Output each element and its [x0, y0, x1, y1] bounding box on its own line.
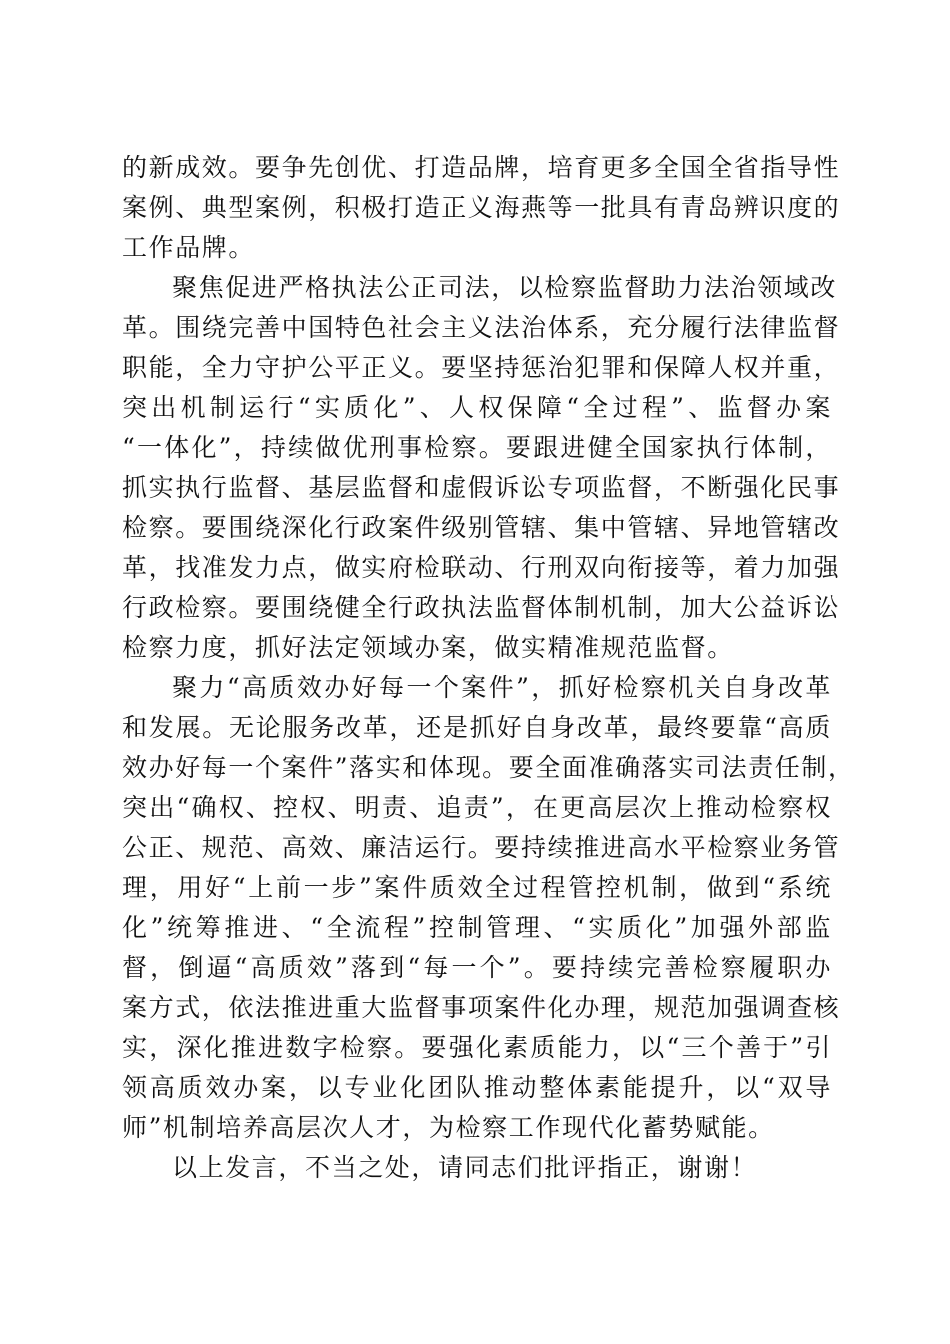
text-line: 突出“确权、控权、明责、追责”，在更高层次上推动检察权 — [122, 793, 832, 822]
text-line: 案方式，依法推进重大监督事项案件化办理，规范加强调查核 — [122, 993, 841, 1022]
text-line: 工作品牌。 — [122, 233, 256, 262]
paragraph-first-line: 聚焦促进严格执法公正司法，以检察监督助力法治领域改 — [172, 273, 838, 302]
text-line: 效办好每一个案件”落实和体现。要全面准确落实司法责任制， — [122, 753, 855, 782]
text-line: 抓实执行监督、基层监督和虚假诉讼专项监督，不断强化民事 — [122, 473, 841, 502]
text-line: 领高质效办案，以专业化团队推动整体素能提升，以“双导 — [122, 1073, 832, 1102]
text-line: 督，倒逼“高质效”落到“每一个”。要持续完善检察履职办 — [122, 953, 832, 982]
closing-line: 以上发言，不当之处，请同志们批评指正，谢谢！ — [172, 1153, 758, 1182]
document-body — [122, 148, 855, 1188]
text-line: 公正、规范、高效、廉洁运行。要持续推进高水平检察业务管 — [122, 833, 841, 862]
text-line: 革。围绕完善中国特色社会主义法治体系，充分履行法律监督 — [122, 313, 841, 342]
text-line: 检察力度，抓好法定领域办案，做实精准规范监督。 — [122, 633, 734, 662]
text-line: 理，用好“上前一步”案件质效全过程管控机制，做到“系统 — [122, 873, 832, 902]
text-line: 案例、典型案例，积极打造正义海燕等一批具有青岛辨识度的 — [122, 193, 841, 222]
text-line: 的新成效。要争先创优、打造品牌，培育更多全国全省指导性 — [122, 153, 841, 182]
text-line: “一体化”，持续做优刑事检察。要跟进健全国家执行体制， — [122, 433, 832, 462]
text-line: 职能，全力守护公平正义。要坚持惩治犯罪和保障人权并重， — [122, 353, 841, 382]
text-line: 行政检察。要围绕健全行政执法监督体制机制，加大公益诉讼 — [122, 593, 841, 622]
paragraph-first-line: 聚力“高质效办好每一个案件”，抓好检察机关自身改革 — [172, 673, 832, 702]
text-line: 检察。要围绕深化行政案件级别管辖、集中管辖、异地管辖改 — [122, 513, 841, 542]
text-line: 突出机制运行“实质化”、人权保障“全过程”、监督办案 — [122, 393, 832, 422]
text-line: 化”统筹推进、“全流程”控制管理、“实质化”加强外部监 — [122, 913, 832, 942]
text-line: 和发展。无论服务改革，还是抓好自身改革，最终要靠“高质 — [122, 713, 832, 742]
text-line: 师”机制培养高层次人才，为检察工作现代化蓄势赋能。 — [122, 1113, 775, 1142]
text-line: 实，深化推进数字检察。要强化素质能力，以“三个善于”引 — [122, 1033, 832, 1062]
text-line: 革，找准发力点，做实府检联动、行刑双向衔接等，着力加强 — [122, 553, 841, 582]
